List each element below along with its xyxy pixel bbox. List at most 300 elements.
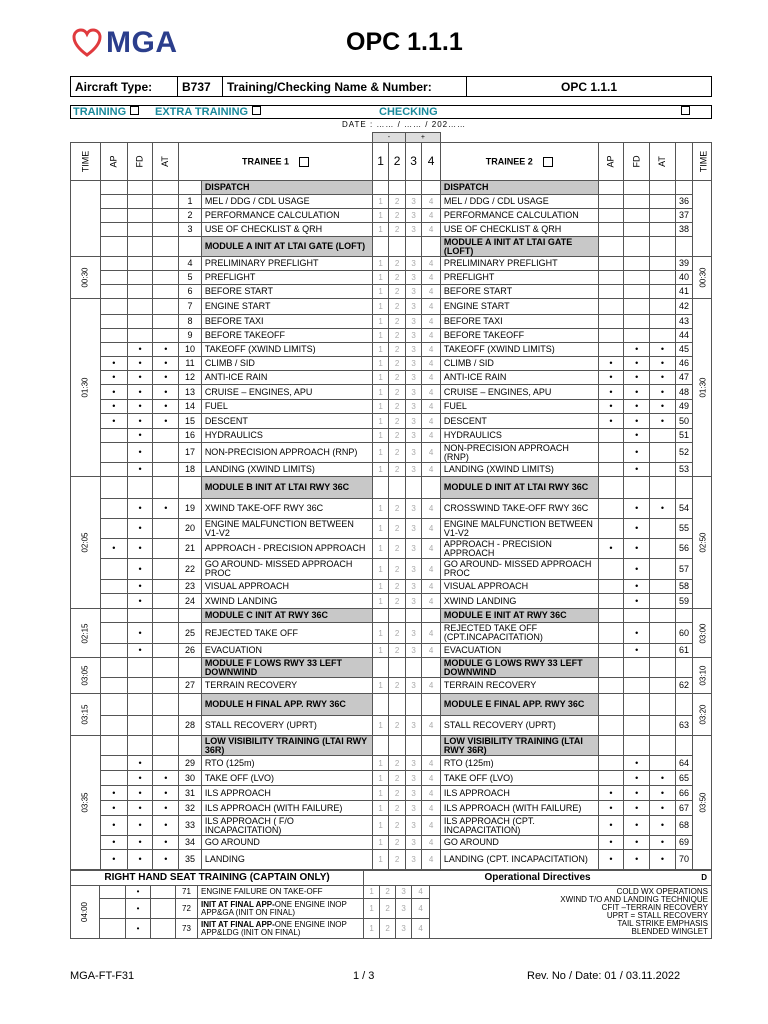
left-ap-cell[interactable] (100, 594, 127, 609)
right-at-cell[interactable] (650, 694, 676, 716)
right-fd-cell[interactable] (624, 285, 650, 299)
right-ap-cell[interactable]: • (598, 539, 624, 559)
grade-cell[interactable]: 1 (372, 285, 388, 299)
left-ap-cell[interactable]: • (100, 786, 127, 801)
left-ap-cell[interactable]: • (100, 801, 127, 816)
right-ap-cell[interactable] (598, 237, 624, 257)
grade-cell[interactable]: 2 (389, 644, 405, 658)
grade-cell[interactable]: 4 (422, 257, 441, 271)
left-at-cell[interactable] (153, 429, 179, 443)
right-fd-cell[interactable] (624, 223, 650, 237)
grade-cell[interactable]: 1 (372, 400, 388, 414)
grade-cell[interactable]: 3 (405, 463, 421, 477)
right-ap-cell[interactable] (598, 623, 624, 644)
right-at-cell[interactable] (650, 559, 676, 580)
left-at-cell[interactable] (153, 329, 179, 343)
left-fd-cell[interactable] (127, 237, 153, 257)
grade-cell[interactable]: 1 (372, 209, 388, 223)
right-fd-cell[interactable]: • (624, 499, 650, 519)
left-fd-cell[interactable]: • (127, 539, 153, 559)
grade-cell[interactable]: 4 (422, 816, 441, 836)
left-fd-cell[interactable] (127, 736, 153, 756)
left-ap-cell[interactable] (100, 209, 127, 223)
grade-cell[interactable]: 3 (405, 429, 421, 443)
left-fd-cell[interactable]: • (127, 463, 153, 477)
right-fd-cell[interactable] (624, 271, 650, 285)
grade-cell[interactable]: 1 (372, 836, 388, 850)
right-ap-cell[interactable] (598, 463, 624, 477)
grade-cell[interactable]: 1 (372, 623, 388, 644)
grade-cell[interactable]: 3 (405, 786, 421, 801)
left-fd-cell[interactable]: • (127, 771, 153, 786)
grade-cell[interactable]: 3 (405, 519, 421, 539)
grade-cell[interactable]: 4 (422, 400, 441, 414)
left-fd-cell[interactable] (127, 181, 153, 195)
grade-cell[interactable]: 1 (372, 756, 388, 771)
right-fd-cell[interactable] (624, 329, 650, 343)
grade-cell[interactable]: 2 (389, 463, 405, 477)
left-at-cell[interactable] (153, 443, 179, 463)
grade-cell[interactable]: 1 (372, 559, 388, 580)
right-fd-cell[interactable]: • (624, 816, 650, 836)
grade-cell[interactable]: 2 (389, 850, 405, 870)
grade-cell[interactable]: 4 (422, 463, 441, 477)
grade-cell[interactable]: 2 (389, 385, 405, 400)
right-fd-cell[interactable]: • (624, 850, 650, 870)
left-ap-cell[interactable] (100, 736, 127, 756)
left-ap-cell[interactable]: • (100, 539, 127, 559)
left-ap-cell[interactable] (100, 463, 127, 477)
grade-cell[interactable]: 3 (405, 443, 421, 463)
left-at-cell[interactable] (153, 539, 179, 559)
left-fd-cell[interactable]: • (127, 850, 153, 870)
right-fd-cell[interactable]: • (624, 801, 650, 816)
grade-cell[interactable]: 4 (422, 443, 441, 463)
left-at-cell[interactable]: • (153, 343, 179, 357)
grade-cell[interactable]: 3 (405, 499, 421, 519)
grade-cell[interactable]: 2 (389, 559, 405, 580)
grade-cell[interactable]: 4 (422, 771, 441, 786)
grade-cell[interactable]: 2 (389, 801, 405, 816)
left-at-cell[interactable]: • (153, 786, 179, 801)
left-at-cell[interactable] (153, 716, 179, 736)
left-ap-cell[interactable] (100, 519, 127, 539)
right-ap-cell[interactable] (598, 443, 624, 463)
right-fd-cell[interactable] (624, 658, 650, 678)
left-fd-cell[interactable]: • (127, 385, 153, 400)
grade-cell[interactable]: 1 (372, 443, 388, 463)
right-at-cell[interactable] (650, 644, 676, 658)
grade-cell[interactable]: 4 (422, 315, 441, 329)
right-ap-cell[interactable] (598, 499, 624, 519)
grade-cell[interactable]: 1 (372, 371, 388, 385)
grade-cell[interactable]: 3 (405, 414, 421, 429)
grade-cell[interactable]: 4 (422, 195, 441, 209)
left-fd-cell[interactable]: • (127, 816, 153, 836)
left-at-cell[interactable] (153, 594, 179, 609)
grade-cell[interactable]: 1 (372, 644, 388, 658)
grade-cell[interactable]: 1 (372, 257, 388, 271)
right-fd-cell[interactable]: • (624, 644, 650, 658)
grade-cell[interactable]: 4 (422, 209, 441, 223)
left-fd-cell[interactable]: • (127, 756, 153, 771)
left-fd-cell[interactable] (127, 694, 153, 716)
right-at-cell[interactable] (650, 195, 676, 209)
right-ap-cell[interactable] (598, 209, 624, 223)
left-at-cell[interactable]: • (153, 499, 179, 519)
left-at-cell[interactable] (153, 223, 179, 237)
left-fd-cell[interactable]: • (127, 429, 153, 443)
right-at-cell[interactable]: • (650, 414, 676, 429)
grade-cell[interactable]: 2 (389, 343, 405, 357)
grade-cell[interactable]: 1 (372, 771, 388, 786)
right-at-cell[interactable] (650, 299, 676, 315)
right-at-cell[interactable] (650, 519, 676, 539)
right-fd-cell[interactable]: • (624, 519, 650, 539)
grade-cell[interactable]: 1 (372, 299, 388, 315)
grade-cell[interactable]: 1 (372, 195, 388, 209)
right-at-cell[interactable] (650, 463, 676, 477)
grade-cell[interactable]: 3 (405, 400, 421, 414)
left-at-cell[interactable] (153, 644, 179, 658)
grade-cell[interactable]: 1 (372, 786, 388, 801)
right-fd-cell[interactable] (624, 299, 650, 315)
grade-cell[interactable]: 3 (405, 285, 421, 299)
right-fd-cell[interactable]: • (624, 429, 650, 443)
grade-cell[interactable]: 1 (372, 539, 388, 559)
grade-cell[interactable]: 1 (372, 678, 388, 694)
right-at-cell[interactable] (650, 237, 676, 257)
right-ap-cell[interactable]: • (598, 400, 624, 414)
grade-cell[interactable]: 3 (405, 594, 421, 609)
grade-cell[interactable]: 4 (422, 644, 441, 658)
grade-cell[interactable]: 1 (372, 414, 388, 429)
left-ap-cell[interactable] (100, 559, 127, 580)
left-at-cell[interactable]: • (153, 816, 179, 836)
extra-training-checkbox[interactable] (252, 106, 261, 115)
right-ap-cell[interactable] (598, 609, 624, 623)
grade-cell[interactable]: 4 (422, 836, 441, 850)
left-at-cell[interactable] (153, 299, 179, 315)
left-at-cell[interactable] (153, 237, 179, 257)
right-fd-cell[interactable] (624, 477, 650, 499)
right-ap-cell[interactable] (598, 594, 624, 609)
left-ap-cell[interactable] (100, 299, 127, 315)
grade-cell[interactable]: 2 (389, 329, 405, 343)
grade-cell[interactable]: 1 (372, 329, 388, 343)
grade-cell[interactable]: 4 (422, 499, 441, 519)
right-ap-cell[interactable] (598, 477, 624, 499)
right-fd-cell[interactable] (624, 716, 650, 736)
grade-cell[interactable]: 3 (405, 385, 421, 400)
right-at-cell[interactable] (650, 443, 676, 463)
right-ap-cell[interactable] (598, 736, 624, 756)
right-ap-cell[interactable] (598, 519, 624, 539)
left-ap-cell[interactable] (100, 644, 127, 658)
left-at-cell[interactable] (153, 559, 179, 580)
grade-cell[interactable]: 1 (372, 463, 388, 477)
grade-cell[interactable]: 4 (422, 357, 441, 371)
right-ap-cell[interactable] (598, 771, 624, 786)
grade-cell[interactable]: 2 (389, 716, 405, 736)
grade-cell[interactable]: 4 (422, 623, 441, 644)
right-at-cell[interactable]: • (650, 786, 676, 801)
left-at-cell[interactable]: • (153, 414, 179, 429)
right-at-cell[interactable] (650, 315, 676, 329)
grade-cell[interactable]: 2 (389, 816, 405, 836)
left-fd-cell[interactable]: • (127, 519, 153, 539)
grade-cell[interactable]: 3 (405, 559, 421, 580)
right-at-cell[interactable]: • (650, 385, 676, 400)
left-at-cell[interactable] (153, 257, 179, 271)
grade-cell[interactable]: 1 (372, 580, 388, 594)
left-ap-cell[interactable] (100, 694, 127, 716)
left-ap-cell[interactable] (100, 771, 127, 786)
left-at-cell[interactable] (153, 756, 179, 771)
grade-cell[interactable]: 3 (405, 756, 421, 771)
left-ap-cell[interactable] (100, 285, 127, 299)
left-at-cell[interactable]: • (153, 850, 179, 870)
left-at-cell[interactable] (153, 463, 179, 477)
grade-cell[interactable]: 4 (422, 371, 441, 385)
left-fd-cell[interactable] (127, 285, 153, 299)
right-ap-cell[interactable] (598, 257, 624, 271)
right-at-cell[interactable]: • (650, 371, 676, 385)
right-fd-cell[interactable] (624, 195, 650, 209)
grade-cell[interactable]: 1 (372, 519, 388, 539)
left-fd-cell[interactable]: • (127, 594, 153, 609)
grade-cell[interactable]: 1 (372, 271, 388, 285)
grade-cell[interactable]: 3 (405, 539, 421, 559)
right-ap-cell[interactable]: • (598, 850, 624, 870)
right-fd-cell[interactable] (624, 181, 650, 195)
left-fd-cell[interactable] (127, 299, 153, 315)
left-ap-cell[interactable] (100, 343, 127, 357)
grade-cell[interactable]: 2 (389, 299, 405, 315)
right-ap-cell[interactable]: • (598, 357, 624, 371)
right-at-cell[interactable] (650, 658, 676, 678)
left-ap-cell[interactable] (100, 678, 127, 694)
date-field[interactable]: DATE : …… / …… / 202…… (342, 120, 467, 129)
left-at-cell[interactable] (153, 285, 179, 299)
left-ap-cell[interactable]: • (100, 414, 127, 429)
grade-cell[interactable]: 2 (389, 836, 405, 850)
left-fd-cell[interactable] (127, 658, 153, 678)
left-at-cell[interactable] (153, 519, 179, 539)
grade-cell[interactable]: 2 (389, 315, 405, 329)
left-fd-cell[interactable] (127, 477, 153, 499)
grade-cell[interactable]: 4 (422, 716, 441, 736)
grade-cell[interactable]: 3 (405, 771, 421, 786)
right-fd-cell[interactable] (624, 678, 650, 694)
right-fd-cell[interactable] (624, 694, 650, 716)
right-at-cell[interactable] (650, 736, 676, 756)
grade-cell[interactable]: 4 (422, 786, 441, 801)
left-at-cell[interactable]: • (153, 836, 179, 850)
grade-cell[interactable]: 3 (405, 343, 421, 357)
right-ap-cell[interactable] (598, 678, 624, 694)
grade-cell[interactable]: 2 (389, 499, 405, 519)
right-ap-cell[interactable] (598, 271, 624, 285)
left-fd-cell[interactable] (127, 209, 153, 223)
right-at-cell[interactable] (650, 285, 676, 299)
left-fd-cell[interactable] (127, 609, 153, 623)
right-fd-cell[interactable] (624, 257, 650, 271)
grade-cell[interactable]: 2 (389, 371, 405, 385)
right-fd-cell[interactable]: • (624, 836, 650, 850)
right-fd-cell[interactable]: • (624, 385, 650, 400)
grade-cell[interactable]: 3 (405, 315, 421, 329)
right-fd-cell[interactable]: • (624, 414, 650, 429)
right-ap-cell[interactable]: • (598, 786, 624, 801)
left-ap-cell[interactable] (100, 609, 127, 623)
grade-cell[interactable]: 4 (422, 385, 441, 400)
right-fd-cell[interactable] (624, 237, 650, 257)
right-at-cell[interactable] (650, 223, 676, 237)
right-fd-cell[interactable]: • (624, 400, 650, 414)
right-fd-cell[interactable]: • (624, 580, 650, 594)
right-fd-cell[interactable]: • (624, 623, 650, 644)
right-at-cell[interactable] (650, 539, 676, 559)
grade-cell[interactable]: 2 (389, 519, 405, 539)
left-fd-cell[interactable]: • (127, 786, 153, 801)
left-fd-cell[interactable] (127, 329, 153, 343)
left-ap-cell[interactable] (100, 756, 127, 771)
grade-cell[interactable]: 3 (405, 223, 421, 237)
left-at-cell[interactable] (153, 195, 179, 209)
left-ap-cell[interactable]: • (100, 816, 127, 836)
grade-cell[interactable]: 1 (372, 850, 388, 870)
grade-cell[interactable]: 4 (422, 580, 441, 594)
grade-cell[interactable]: 3 (405, 623, 421, 644)
left-fd-cell[interactable]: • (127, 580, 153, 594)
left-fd-cell[interactable] (127, 716, 153, 736)
left-at-cell[interactable] (153, 658, 179, 678)
left-ap-cell[interactable] (100, 658, 127, 678)
grade-cell[interactable]: 4 (422, 519, 441, 539)
left-at-cell[interactable]: • (153, 801, 179, 816)
grade-cell[interactable]: 1 (372, 315, 388, 329)
right-ap-cell[interactable]: • (598, 836, 624, 850)
left-fd-cell[interactable] (127, 195, 153, 209)
right-fd-cell[interactable]: • (624, 443, 650, 463)
grade-cell[interactable]: 2 (389, 285, 405, 299)
right-fd-cell[interactable] (624, 736, 650, 756)
right-at-cell[interactable] (650, 678, 676, 694)
left-ap-cell[interactable] (100, 181, 127, 195)
right-fd-cell[interactable] (624, 609, 650, 623)
grade-cell[interactable]: 1 (372, 594, 388, 609)
grade-cell[interactable]: 4 (422, 414, 441, 429)
right-ap-cell[interactable] (598, 644, 624, 658)
right-at-cell[interactable] (650, 257, 676, 271)
left-ap-cell[interactable] (100, 223, 127, 237)
grade-cell[interactable]: 2 (389, 443, 405, 463)
right-fd-cell[interactable]: • (624, 357, 650, 371)
left-ap-cell[interactable]: • (100, 385, 127, 400)
right-fd-cell[interactable]: • (624, 786, 650, 801)
right-at-cell[interactable]: • (650, 836, 676, 850)
grade-cell[interactable]: 3 (405, 271, 421, 285)
left-at-cell[interactable]: • (153, 400, 179, 414)
left-ap-cell[interactable] (100, 237, 127, 257)
left-at-cell[interactable] (153, 477, 179, 499)
right-fd-cell[interactable]: • (624, 756, 650, 771)
grade-cell[interactable]: 2 (389, 195, 405, 209)
grade-cell[interactable]: 3 (405, 801, 421, 816)
trainee2-checkbox[interactable] (543, 157, 553, 167)
right-ap-cell[interactable] (598, 756, 624, 771)
grade-cell[interactable]: 4 (422, 539, 441, 559)
right-ap-cell[interactable] (598, 299, 624, 315)
right-at-cell[interactable] (650, 477, 676, 499)
left-fd-cell[interactable]: • (127, 623, 153, 644)
right-at-cell[interactable] (650, 756, 676, 771)
checking-checkbox[interactable] (681, 106, 690, 115)
left-fd-cell[interactable]: • (127, 499, 153, 519)
right-at-cell[interactable]: • (650, 499, 676, 519)
left-fd-cell[interactable]: • (127, 357, 153, 371)
left-at-cell[interactable] (153, 181, 179, 195)
grade-cell[interactable]: 3 (405, 257, 421, 271)
left-ap-cell[interactable]: • (100, 400, 127, 414)
grade-cell[interactable]: 3 (405, 195, 421, 209)
right-at-cell[interactable]: • (650, 816, 676, 836)
left-at-cell[interactable] (153, 694, 179, 716)
left-ap-cell[interactable] (100, 716, 127, 736)
left-at-cell[interactable] (153, 315, 179, 329)
left-ap-cell[interactable] (100, 499, 127, 519)
right-fd-cell[interactable]: • (624, 371, 650, 385)
grade-cell[interactable]: 1 (372, 385, 388, 400)
grade-cell[interactable]: 1 (372, 816, 388, 836)
right-fd-cell[interactable]: • (624, 343, 650, 357)
right-at-cell[interactable] (650, 209, 676, 223)
left-fd-cell[interactable] (127, 678, 153, 694)
right-at-cell[interactable]: • (650, 801, 676, 816)
left-fd-cell[interactable]: • (127, 836, 153, 850)
grade-cell[interactable]: 4 (422, 285, 441, 299)
grade-cell[interactable]: 3 (405, 716, 421, 736)
right-fd-cell[interactable]: • (624, 594, 650, 609)
right-at-cell[interactable]: • (650, 850, 676, 870)
left-at-cell[interactable]: • (153, 357, 179, 371)
right-ap-cell[interactable] (598, 329, 624, 343)
left-ap-cell[interactable]: • (100, 357, 127, 371)
grade-cell[interactable]: 3 (405, 209, 421, 223)
grade-cell[interactable]: 2 (389, 786, 405, 801)
left-fd-cell[interactable] (127, 223, 153, 237)
right-fd-cell[interactable]: • (624, 559, 650, 580)
grade-cell[interactable]: 3 (405, 836, 421, 850)
grade-cell[interactable]: 4 (422, 223, 441, 237)
right-fd-cell[interactable] (624, 209, 650, 223)
left-ap-cell[interactable] (100, 477, 127, 499)
grade-cell[interactable]: 3 (405, 580, 421, 594)
left-ap-cell[interactable] (100, 271, 127, 285)
left-ap-cell[interactable]: • (100, 836, 127, 850)
right-at-cell[interactable] (650, 429, 676, 443)
grade-cell[interactable]: 4 (422, 850, 441, 870)
grade-cell[interactable]: 4 (422, 559, 441, 580)
right-ap-cell[interactable] (598, 181, 624, 195)
left-at-cell[interactable] (153, 271, 179, 285)
right-ap-cell[interactable] (598, 559, 624, 580)
left-at-cell[interactable] (153, 736, 179, 756)
training-checkbox[interactable] (130, 106, 139, 115)
grade-cell[interactable]: 2 (389, 678, 405, 694)
right-at-cell[interactable] (650, 609, 676, 623)
